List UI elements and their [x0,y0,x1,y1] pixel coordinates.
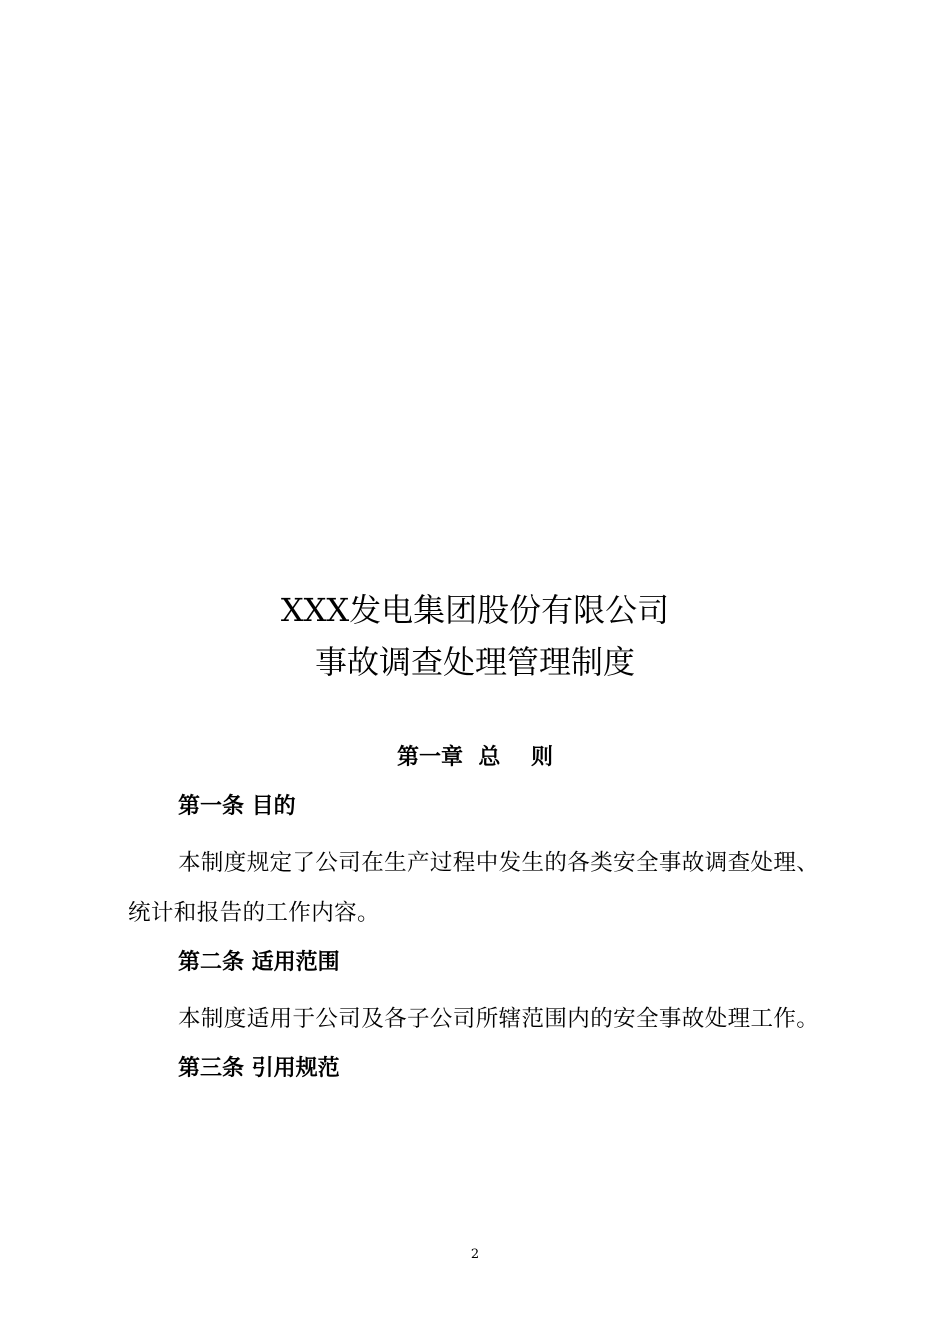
article-1-paragraph: 本制度规定了公司在生产过程中发生的各类安全事故调查处理、统计和报告的工作内容。 [128,850,820,926]
title-block [0,584,950,688]
article-2-paragraph: 本制度适用于公司及各子公司所辖范围内的安全事故处理工作。 [178,1006,820,1032]
chapter-heading: 第一章 总 则 [397,745,553,770]
article-1-heading: 第一条 目的 [178,794,296,819]
document-title-company: XXX发电集团股份有限公司 [280,591,670,629]
document-body [128,788,834,1100]
document-title-regulation: 事故调查处理管理制度 [314,643,635,681]
article-3-heading: 第三条 引用规范 [178,1056,340,1081]
article-2-heading: 第二条 适用范围 [178,950,340,975]
page-number: 2 [470,1247,480,1262]
